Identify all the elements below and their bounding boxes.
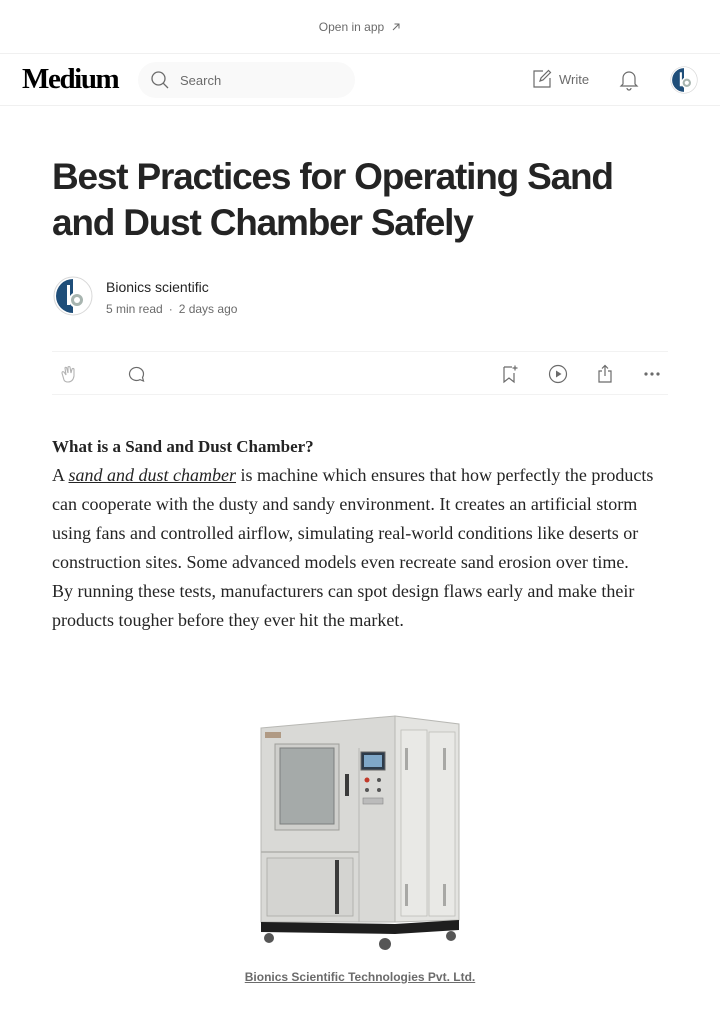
author-avatar[interactable] [53,276,93,316]
more-options-icon[interactable] [642,364,662,384]
comment-icon[interactable] [127,364,147,384]
author-block [53,276,237,316]
article-title [52,154,672,246]
posted-date: 2 days ago [178,302,238,316]
open-in-app-label[interactable]: Open in app [318,19,385,34]
meta-separator: · [168,302,173,316]
sand-dust-chamber-image [255,708,467,956]
listen-play-icon[interactable] [548,364,568,384]
paragraph-2: By running these tests, manufacturers can spot design flaws early and make their products tougher before they ever hit the market. [52,581,635,630]
medium-logo[interactable]: Medium [22,63,119,95]
section-heading: What is a Sand and Dust Chamber? [52,437,314,456]
write-icon [532,69,552,89]
article-body [52,432,672,635]
article-action-bar [52,351,668,395]
sand-dust-chamber-link[interactable]: sand and dust chamber [68,465,237,485]
read-time: 5 min read [106,302,163,316]
article-title-line2: and Dust Chamber Safely [52,202,473,243]
notifications-bell-icon[interactable] [619,69,639,91]
user-avatar[interactable] [670,66,698,94]
share-icon[interactable] [595,364,615,384]
search-input[interactable] [180,73,330,88]
bookmark-add-icon[interactable] [500,364,520,384]
paragraph-1-prefix: A [52,465,69,485]
search-box[interactable] [138,62,355,98]
write-button[interactable] [532,69,589,89]
article-title-line1: Best Practices for Operating Sand [52,156,613,197]
arrow-up-right-icon [391,22,401,32]
open-in-app-banner[interactable] [0,0,720,54]
search-icon [150,70,170,90]
top-navigation [0,54,720,106]
image-caption[interactable]: Bionics Scientific Technologies Pvt. Ltd. [244,970,476,984]
article-meta [106,302,237,316]
write-label[interactable]: Write [559,71,590,87]
clap-icon[interactable] [59,364,79,384]
paragraph-1 [52,461,672,577]
author-name[interactable]: Bionics scientific [106,279,209,295]
paragraph-1-text: is machine which ensures that how perfectly the products can cooperate with the dusty and sandy environment. It creates an artificial storm using fans and controlled airflow, simulating real-world conditions like deserts or construction sites. Some advanced models even recreate sand erosion over time. [52,465,654,572]
